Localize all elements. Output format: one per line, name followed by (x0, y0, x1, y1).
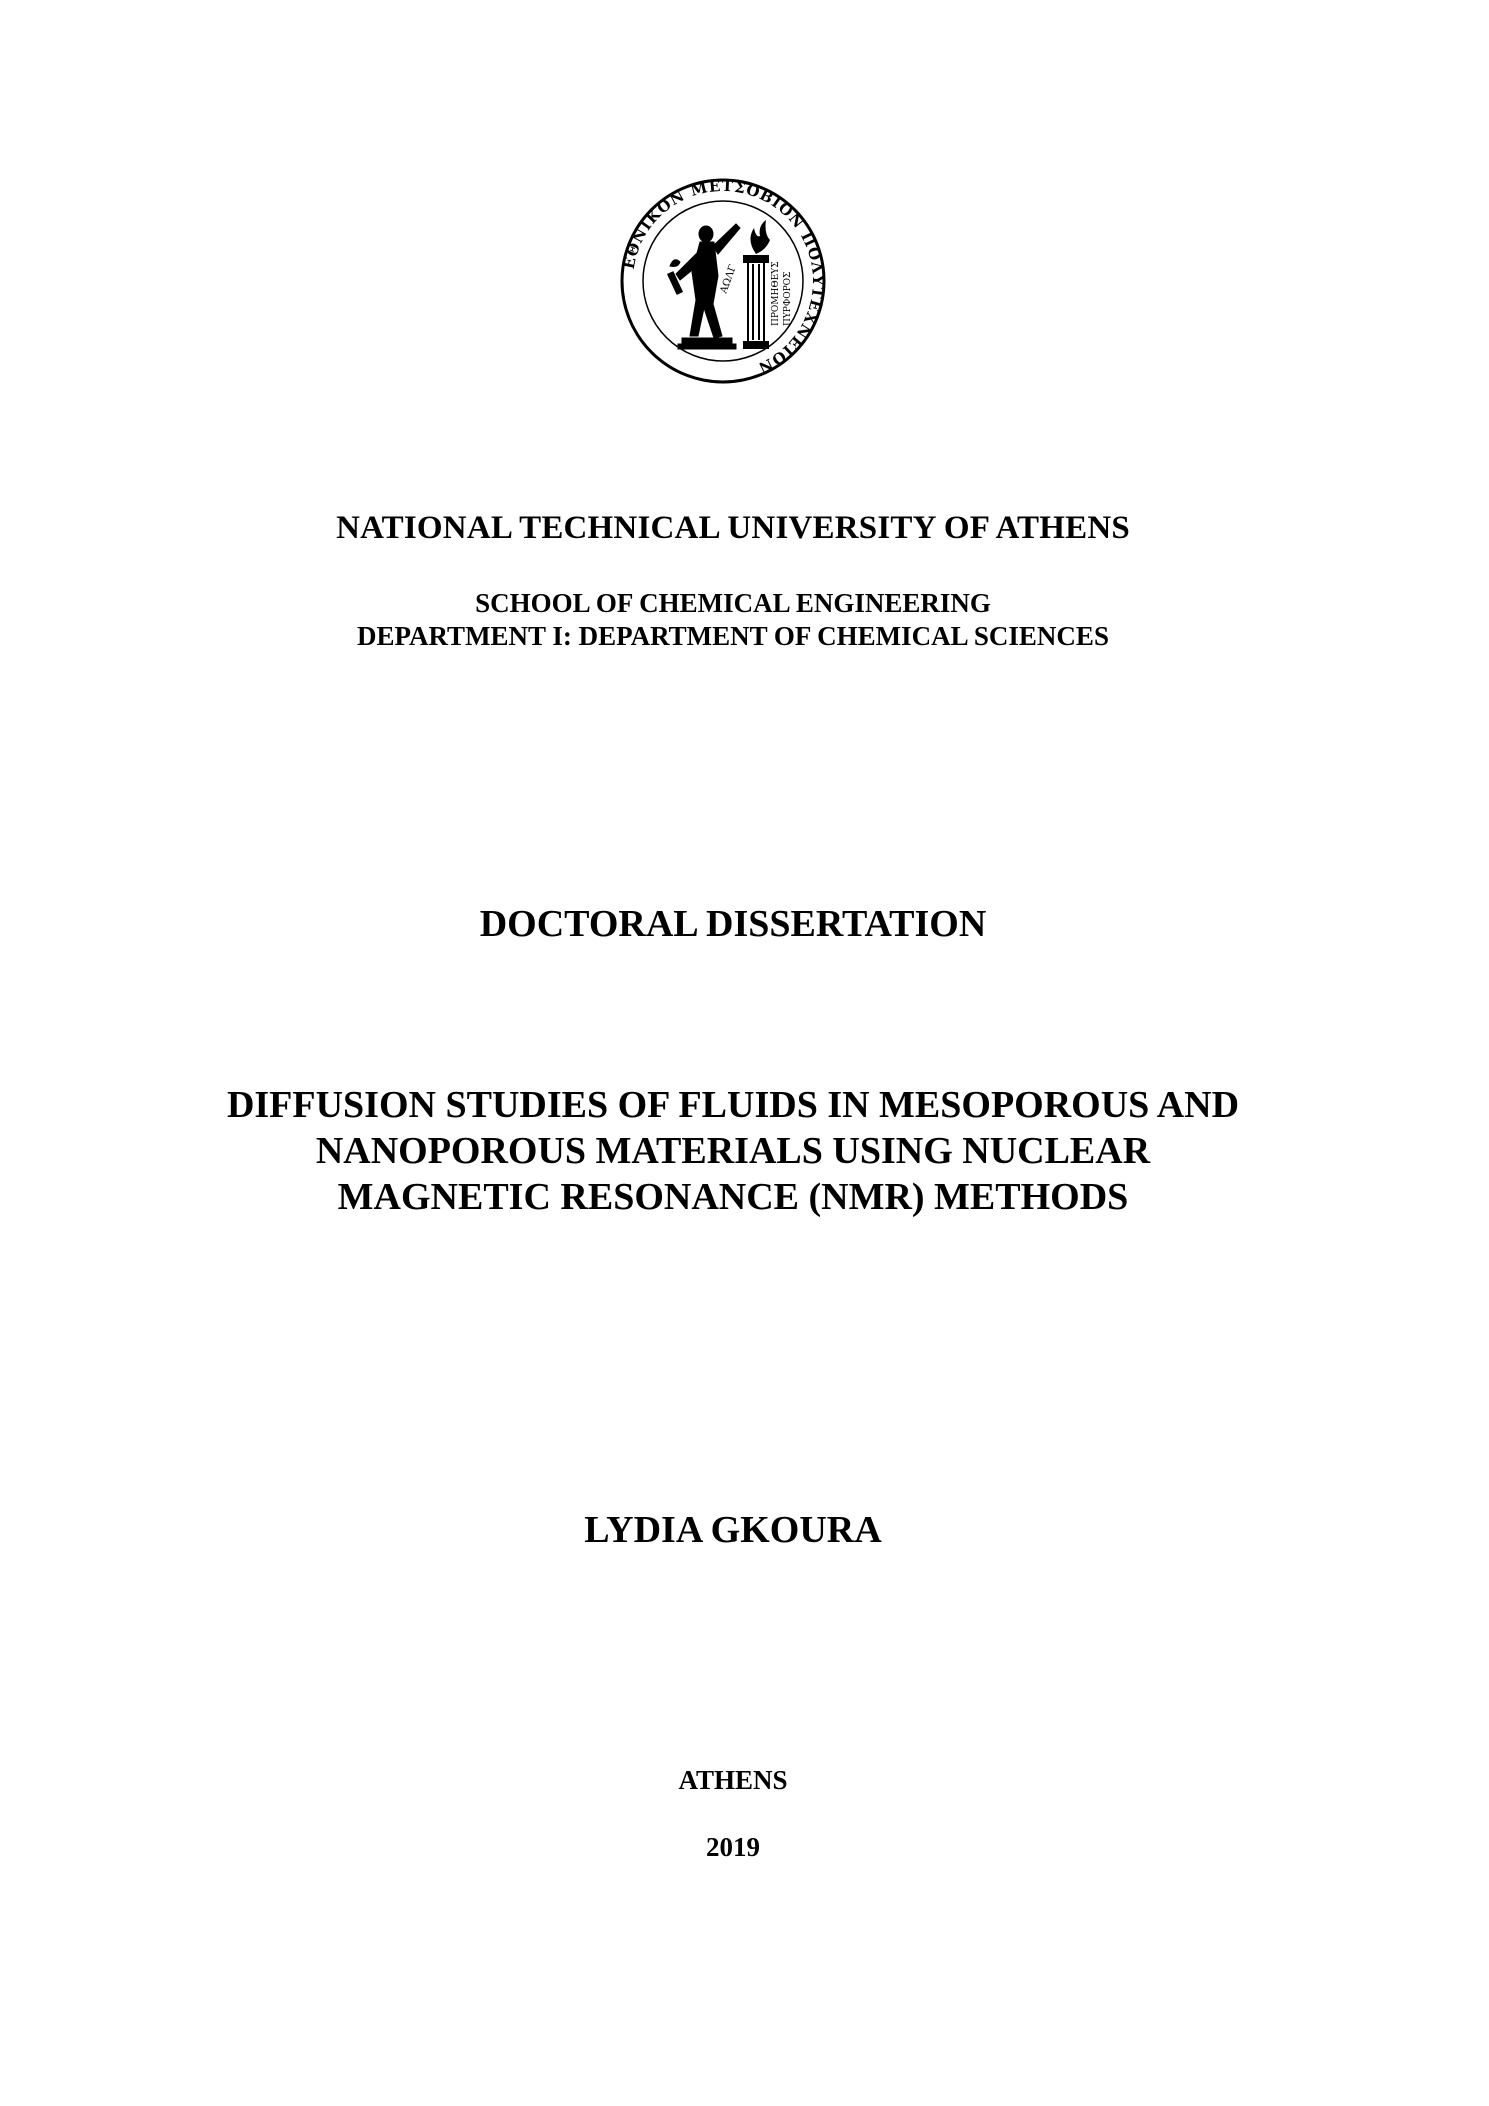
department-name: DEPARTMENT I: DEPARTMENT OF CHEMICAL SCIENCES (357, 621, 1109, 651)
title-line: NANOPOROUS MATERIALS USING NUCLEAR (315, 1130, 1151, 1172)
author-name: LYDIA GKOURA (584, 1509, 882, 1551)
dissertation-title (0, 1082, 1466, 1220)
svg-text:ΕΘΝΙΚΟΝ ΜΕΤΣΟΒΙΟΝ ΠΟΛΥΤΕΧΝΕΙΟΝ: ΕΘΝΙΚΟΝ ΜΕΤΣΟΒΙΟΝ ΠΟΛΥΤΕΧΝΕΙΟΝ (619, 176, 828, 378)
school-name: SCHOOL OF CHEMICAL ENGINEERING (475, 588, 991, 618)
title-line: MAGNETIC RESONANCE (NMR) METHODS (337, 1176, 1129, 1218)
svg-text:ΠΡΟΜΗΘΕΥΣ: ΠΡΟΜΗΘΕΥΣ (771, 261, 781, 326)
university-name: NATIONAL TECHNICAL UNIVERSITY OF ATHENS (336, 510, 1130, 546)
svg-text:ΑΩΛΓ: ΑΩΛΓ (718, 263, 739, 296)
document-type: DOCTORAL DISSERTATION (479, 903, 987, 945)
svg-text:ΠΥΡΦΟΡΟΣ: ΠΥΡΦΟΡΟΣ (783, 271, 793, 326)
year: 2019 (706, 1832, 760, 1862)
title-line: DIFFUSION STUDIES OF FLUIDS IN MESOPOROUS AND (226, 1084, 1240, 1126)
university-seal-icon (618, 176, 828, 386)
place: ATHENS (678, 1765, 788, 1795)
